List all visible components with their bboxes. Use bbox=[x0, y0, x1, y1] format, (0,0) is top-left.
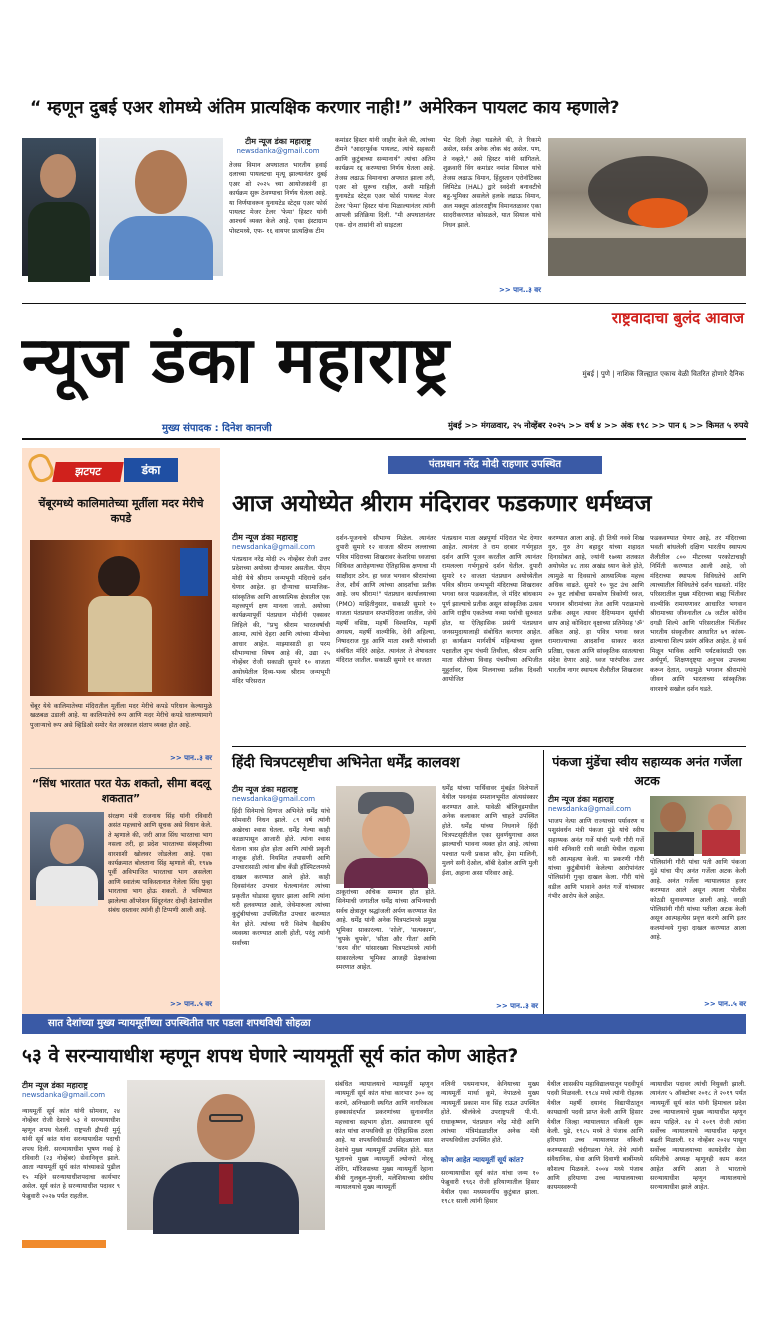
sidebar-story1-more[interactable]: >> पान..३ वर bbox=[170, 754, 212, 762]
sidebar-story2-title: “सिंध भारतात परत येऊ शकतो, सीमा बदलू शकतात” bbox=[31, 777, 211, 805]
kali-idol-photo bbox=[30, 540, 212, 696]
masthead-editor: मुख्य संपादक : दिनेश कानजी bbox=[162, 423, 272, 434]
masthead-cities: मुंबई | पुणे | नाशिक जिल्ह्यात एकाच वेळी वितरित होणारे दैनिक bbox=[582, 370, 744, 378]
pankaja-col-2 bbox=[650, 858, 746, 1016]
pankaja-col-1 bbox=[548, 794, 644, 1016]
pankaja-col-1-text: भाजप नेत्या आणि राज्याच्या पर्यावरण व पशुसंवर्धन मंत्री पंकजा मुंडे यांचे स्वीय सहाय्यक अनंत गर्जे यांची पत्नी गौरी गर्जे यांनी शनिवारी रात्री वरळी येथील राहत्या घरी आत्महत्या केली. या प्रकरणी गौरी यांच्या कुटुंबीयांनी केलेल्या आरोपांनंतर पोलिसांनी गुन्हा दाखल केला. गौरी यांचे वडील आणि भावाने अनंत गर्जे यांच्यावर गंभीर आरोप केले आहेत. bbox=[548, 818, 644, 901]
sidebar-divider bbox=[30, 768, 212, 769]
dharmendra-col-1 bbox=[232, 784, 330, 1016]
top-email: newsdanka@gmail.com bbox=[236, 147, 320, 155]
cji-col-1-text: न्यायमूर्ती सूर्य कांत यांनी सोमवार, २४ नोव्हेंबर रोजी देशाचे ५३ वे सरन्यायाधीश म्हणून शपथ घेतली. राष्ट्रपती द्रौपदी मुर्मू यांनी सूर्य कांत यांना सरन्यायाधीश पदाची शपथ दिली. सरन्यायाधीश भूषण गवई हे रविवारी (२३ नोव्हेंबर) सेवानिवृत्त झाले. आता न्यायमूर्ती सूर्य कांत यांच्याकडे पुढील १५ महिने सरन्यायाधीशपदाचा कार्यभार असेल. सूर्य कांत हे सरन्यायाधीश पदावर ९ फेब्रुवारी २०२७ पर्यंत राहतील. bbox=[22, 1108, 120, 1200]
pilot-photo-2 bbox=[99, 138, 223, 276]
sidebar bbox=[22, 448, 220, 1016]
cji-byline: टीम न्यूज डंका महाराष्ट्र bbox=[22, 1081, 88, 1090]
dharmendra-byline: टीम न्यूज डंका महाराष्ट्र bbox=[232, 785, 298, 794]
pankaja-more[interactable]: >> पान..५ वर bbox=[704, 1000, 746, 1008]
lead-divider bbox=[232, 746, 746, 747]
dharmendra-col-1-text: हिंदी सिनेमाचे दिग्गज अभिनेते धर्मेंद्र यांचे सोमवारी निधन झाले. ८९ वर्ष त्यांनी अखेरचा श्वास घेतला. धर्मेंद्र गेल्या काही काळापासून आजारी होते. त्यांना श्वास घेताना त्रास होत होता आणि त्यांची प्रकृती नाजूक होती. नियमित तपासणी आणि उपचारासाठी त्यांना ब्रीच कँडी हॉस्पिटलमध्ये दाखल करण्यात आले होते. काही दिवसांनंतर उपचार घेतल्यानंतर त्यांच्या प्रकृतीत थोडासा सुधार झाला आणि त्यांना घरी हलवण्यात आले, जेथेमारूला त्यांच्या कुटुंबीयांच्या उपस्थितीत उपचार करण्यात येत होते. त्यांच्या घरी विशेष वैद्यकीय व्यवस्था करण्यात आली होती, परंतु त्यांनी सर्वांच्या bbox=[232, 808, 330, 947]
cji-col-4-text: येथील शासकीय महाविद्यालयातून पदवीपूर्व पदवी मिळवली. १९८४ मध्ये त्यांनी रोहतक येथील महर्षी दयानंद विद्यापीठातून कायद्याची पदवी प्राप्त केली आणि हिसार येथील जिल्हा न्यायालयात वकिली सुरू केली. पुढे, १९८५ मध्ये ते पंजाब आणि हरियाणा उच्च न्यायालयात वकिली करण्यासाठी चंदीगडला गेले. तेथे त्यांनी संवैधानिक, सेवा आणि दिवाणी बाबींमध्ये कौशल्य मिळवले. २००४ मध्ये पंजाब आणि हरियाणा उच्च न्यायालयाच्या कायमस्वरूपी bbox=[547, 1081, 643, 1192]
vertical-divider bbox=[543, 750, 544, 1016]
masthead-title: न्यूज डंका महाराष्ट्र bbox=[22, 324, 450, 398]
sidebar-story2-more[interactable]: >> पान..५ वर bbox=[170, 1000, 212, 1008]
cji-col-1 bbox=[22, 1080, 120, 1252]
top-col-3 bbox=[443, 136, 541, 300]
lead-col-1-text: पंतप्रधान नरेंद्र मोदी २५ नोव्हेंबर रोजी उत्तर प्रदेशच्या अयोध्या दौऱ्यावर असतील. पीएम मोदी येथे श्रीराम जन्मभूमी मंदिराचे दर्शन घेणार आहेत. हा दौऱ्याचा सामाजिक-सांस्कृतिक आणि आध्यात्मिक क्षेत्रातील एक महत्त्वपूर्ण क्षण मानला जातो. अयोध्या कार्यक्रमापूर्वी पंतप्रधान मोदींनी एक्सवर लिहिले की, "प्रभु श्रीराम भारतवर्षाची आत्मा, त्यांचे देहरा आणि त्यांच्या मीम्येचा आधार आहेत. माझ्यासाठी हा परम सौभाग्याचा विषय आहे की, उद्या २५ नोव्हेंबर रोजी सकाळी सुमारे १० वाजता अयोध्येतील दिव्य-भव्य श्रीराम जन्मभूमी मंदिर परिसरात bbox=[232, 556, 330, 686]
lead-col-2-text: दर्शन-पूजनाचे सौभाग्य मिळेल. त्यानंतर दुपारी सुमारे १२ वाजता श्रीराम लल्लाच्या पवित्र मंदिराच्या शिखरावर केशरिया ध्वजाचा विधिवत आरोहणाच्या ऐतिहासिक क्षणाचा मी साक्षीदार ठरेन. हा ध्वज भगवान श्रीरामांच्या तेज, शौर्य आणि त्यांच्या आदर्शांचा प्रतीक आहे. जय श्रीराम!" पंतप्रधान कार्यालयाच्या (PMO) माहितीनुसार, सकाळी सुमारे १० वाजता पंतप्रधान सप्तमंदिराला जातील, जेथे महर्षी वसिष्ठ, महर्षी विश्वामित्र, महर्षी अगस्त्य, महर्षी वाल्मीकि, देवी अहिल्या, निषादराज गुह आणि माता शबरी यांच्याशी संबंधित मंदिरे आहेत. त्यानंतर ते शेषावतार मंदिरात जातील. सकाळी सुमारे ११ वाजता bbox=[336, 535, 436, 665]
cji-col-3 bbox=[441, 1080, 539, 1250]
badge-right: डंका bbox=[124, 458, 178, 482]
masthead-tagline: राष्ट्रवादाचा बुलंद आवाज bbox=[611, 309, 744, 327]
masthead bbox=[0, 306, 768, 436]
cji-col-3-text-b: सरन्यायाधीश सूर्य कांत यांचा जन्म १० फेब्रुवारी १९६२ रोजी हरियाणातील हिसार येथील एका मध्यमवर्गीय कुटुंबात झाला. १९८१ साली त्यांनी हिसार bbox=[441, 1170, 539, 1206]
top-headline: “ म्हणून दुबई एअर शोमध्ये अंतिम प्रात्यक्षिक करणार नाही!” अमेरिकन पायलट काय म्हणाले? bbox=[30, 98, 620, 118]
badge-left: झटपट bbox=[52, 462, 124, 482]
cji-col-3-subhead: कोण आहेत न्यायमूर्ती सूर्य कांत? bbox=[441, 1156, 524, 1164]
pankaja-headline: पंकजा मुंडेंचा स्वीय सहाय्यक अनंत गर्जेला अटक bbox=[552, 754, 742, 788]
top-byline: टीम न्यूज डंका महाराष्ट्र bbox=[245, 137, 311, 146]
dharmendra-col-3-text: धर्मेंद्र यांच्या पार्थिवावर मुंबईत विलेपार्ले येथील पवनहंस स्मशानभूमीत अंत्यसंस्कार करण्यात आले. यावेळी बॉलिवूडमधील अनेक कलाकार आणि चाहते उपस्थित होते. धर्मेंद्र यांच्या निधनाने हिंदी चित्रपटसृष्टीतील एका सुवर्णयुगाचा अस्त झाल्याची भावना व्यक्त होत आहे. त्यांच्या पश्चात पत्नी प्रकाश कौर, हेमा मालिनी, मुलगे सनी देओल, बॉबी देओल आणि मुली ईशा, अहाना असा परिवार आहे. bbox=[442, 785, 538, 877]
cji-col-2-text: संबंधित न्यायालयाचे न्यायमूर्ती म्हणून न्यायमूर्ती सूर्य कांत यांचा कारभार ३०० रद्द करणे, अनिच्छानी स्थगित आणि नागरिकत्व हक्कासंदर्भात प्रकरणांच्या सुनावणीत महत्त्वाचा सहभाग होता. असाधारण सूर्य कांत यांचा शपथविधी हा ऐतिहासिक ठरला आहे. या शपथविधीसाठी सोहळ्याला सात देशांचे मुख्य न्यायमूर्ती उपस्थित होते. यात भूतानचे मुख्य न्यायमूर्ती ल्योनपो नोरबू शेरिंग, मॉरिशसच्या मुख्य न्यायमूर्ती रेहाना बीबी गुलबुल-मुंगली, मलेशियाच्या संघीय न्यायालयाचे मुख्य न्यायमूर्ती bbox=[335, 1081, 433, 1192]
rajnath-photo bbox=[30, 812, 104, 900]
pilot-photo-1 bbox=[22, 138, 96, 276]
top-story bbox=[0, 0, 768, 300]
lead-col-4-text: करण्यात आला आहे. ही तिथी नववे शिख गुरु, गुरु तेग बहादुर यांच्या शहादत दिनासोबत आहे, ज्यांनी १७व्या शतकात अयोध्येत ४८ तास अखंड ध्यान केले होते, त्यामुळे या दिवसाचे आध्यात्मिक महत्त्व अधिक वाढते. सुमारे १० फूट उंच आणि २० फूट लांबीचा समकोण त्रिकोणी ध्वज, भगवान श्रीरामांच्या तेज आणि पराक्रमाचे प्रतीक असून त्यावर दैदिप्यमान सूर्याची छाप आहे कोविदार वृक्षाच्या प्रतिमेसह 'ॐ' अंकित आहे. हा पवित्र भगवा ध्वज रामराज्याच्या आदर्शांना साकार करत प्रतिष्ठा, एकता आणि सांस्कृतिक सातत्याचा संदेश देणार आहे. ध्वज पारंपरिक उत्तर भारतीय नागर स्थापत्य शैलीतील शिखरावर bbox=[548, 535, 644, 674]
lead-col-3-text: पंतप्रधान माता अन्नपूर्णा मंदिरात भेट देणार आहेत. त्यानंतर ते राम दरबार गर्भगृहात दर्शन आणि पूजन करतील आणि त्यानंतर रामलल्ला गर्भगृहाचे दर्शन घेतील. दुपारी सुमारे १२ वाजता पंतप्रधान अयोध्येतील पवित्र श्रीराम जन्मभूमी मंदिराच्या शिखरावर भगवा ध्वज फडकवतील, जे मंदिर बांधकाम पूर्ण झाल्याचे प्रतीक असून सांस्कृतिक उत्सव आणि राष्ट्रीय एकतेच्या नव्या पर्वाची सुरुवात होत, या ऐतिहासिक प्रसंगी पंतप्रधान जनसमुदायालाही संबोधित करणार आहेत. हा कार्यक्रम मार्गशीर्ष महिन्याच्या शुक्ल पक्षातील शुभ पंचमी तिथीला, श्रीराम आणि माता सीतेच्या विवाह पंचमीच्या अभिजीत मुहूर्तावर, दिव्य मिलनाच्या प्रतीक दिवशी आयोजित bbox=[442, 535, 542, 684]
pankaja-photo bbox=[650, 796, 746, 854]
top-col-1 bbox=[229, 136, 327, 286]
dharmendra-photo bbox=[336, 786, 436, 884]
top-col-1-text: तेजस विमान अपघातात भारतीय हवाई दलाच्या पायलटचा मृत्यू झाल्यानंतर दुबई एअर शो २०२५ च्या आयोजकांनी हा कार्यक्रम सुरू ठेवण्याचा निर्णय घेतला आहे. या निर्णयावरून युनायटेड स्टेट्स एअर फोर्स पायलट मेजर टेलर 'फेमा' हिस्टर यांनी आश्चर्य व्यक्त केले आहे. एका इंस्टाग्राम पोस्टमध्ये, एफ- १६ वायपर प्रात्यक्षिक टीम bbox=[229, 162, 327, 235]
sidebar-badge bbox=[28, 454, 178, 484]
dharmendra-col-3 bbox=[442, 784, 538, 1016]
dharmendra-more[interactable]: >> पान..३ वर bbox=[496, 1002, 538, 1010]
lead-byline: टीम न्यूज डंका महाराष्ट्र bbox=[232, 533, 298, 542]
masthead-divider bbox=[22, 438, 746, 440]
pankaja-col-2-text: पोलिसांनी गौरी यांचा पती आणि पंकजा मुंडे यांचा पीए अनंत गर्जेला अटक केली आहे. अनंत गर्जेला न्यायालयात हजर करण्यात आले असून त्याला पोलीस कोठडी सुनावण्यात आली आहे. वरळी पोलिसांनी गौरी यांच्या पतीला अटक केली असून आत्महत्येस प्रवृत्त करणे आणि इतर कलमांन्वये गुन्हा दाखल करण्यात आला आहे. bbox=[650, 859, 746, 942]
lead-email: newsdanka@gmail.com bbox=[232, 543, 316, 551]
cji-headline: ५३ वे सरन्यायाधीश म्हणून शपथ घेणारे न्यायमूर्ती सूर्य कांत कोण आहेत? bbox=[22, 1045, 519, 1067]
lead-headline: आज अयोध्येत श्रीराम मंदिरावर फडकणार धर्मध्वज bbox=[232, 491, 652, 517]
top-col-2-text: कमांडर हिस्टर यांनी जाहीर केले की, त्यांच्या टीमने "आदरपूर्वक पायलट, त्यांचे सहकारी आणि कुटुंबाच्या सन्मानार्थ" त्यांचा अंतिम कार्यक्रम रद्द करण्याचा निर्णय घेतला आहे. तेजस लढाऊ विमानाचा अपघात झाला तरी, एअर शो सुरूच राहील, अशी माहिती युनायटेड स्टेट्स एअर फोर्स पायलट मेजर टेलर 'फेमा' हिस्टर यांना मिळाल्यानंतर त्यांनी आपली प्रतिक्रिया दिली. "मी अपघातानंतर एक- दोन तासांनी शो साइटला bbox=[335, 137, 435, 229]
sidebar-story1-body: चेंबूर येथे कालिमातेच्या मंदिरातील मूर्तीला मदर मेरीचे कपडे परिधान केल्यामुळे खळबळ उडाली आहे. या कालिमातेचे रूप आणि मदर मेरीचे कपडे घालण्यामागे पुजाऱ्याचे रूप असे व्हिडिओ समोर येत त्वरकाल संताप व्यक्त होत आहे. bbox=[30, 703, 212, 729]
crash-photo bbox=[548, 138, 746, 276]
sidebar-story1-title: चेंबूरमध्ये कालिमातेच्या मूर्तीला मदर मेरीचे कपडे bbox=[38, 497, 204, 525]
pankaja-email: newsdanka@gmail.com bbox=[548, 805, 632, 813]
cji-email: newsdanka@gmail.com bbox=[22, 1091, 106, 1099]
cji-kicker: सात देशांच्या मुख्य न्यायमूर्तींच्या उपस्थितीत पार पडला शपथविधी सोहळा bbox=[22, 1014, 746, 1034]
dharmendra-headline: हिंदी चित्रपटसृष्टीचा अभिनेता धर्मेंद्र कालवश bbox=[232, 755, 460, 771]
dharmendra-col-2-text: ठाकूरांच्या अचिक सम्मान होत होते. सिनेमाची जगातील धर्मेंद्र यांच्या अभिनयाची सर्वच क्षेत्रातून श्रद्धांजली अर्पण करण्यात येत आहे. धर्मेंद्र यांनी अनेक चित्रपटांमध्ये प्रमुख भूमिका साकारल्या. 'शोले', 'सत्यकाम', 'चुपके चुपके', 'सीता और गीता' आणि 'धरम वीर' यांसारख्या चित्रपटांमध्ये त्यांनी साकारलेल्या भूमिका आजही प्रेक्षकांच्या स्मरणात आहेत. bbox=[336, 889, 436, 972]
lead-col-5-text: फडकवण्यात येणार आहे, तर मंदिराच्या भवती बांधलेली दक्षिण भारतीय स्थापत्य शैलीतील ८०० मीटरच्या परकोटाचाही निर्मिती करण्यात आली आहे, जो मंदिराच्या स्थापत्य विविधतेचे आणि त्याच्यातील विविधतेचे दर्शन घडवतो. मंदिर परिसरातील मुख्य मंदिराच्या बाह्य भिंतीवर वाल्मीकि रामायणावर आधारित भगवान श्रीरामाच्या जीवनातील ८७ जटील कोरीव दगडी शिल्पे आणि परिसरातील भिंतींवर भारतीय संस्कृतीवर आधारित ७९ कांस्य-ढाल्याचा शिल्प प्रसंग अंकित आहेत. हे सर्व मिळून भाविक आणि पर्यटकांसाठी एक अर्थपूर्ण, शिक्षणदृष्ट्या अनुभव उपलब्ध करून देतात, ज्यामुळे भगवान श्रीरामांचे जीवन आणि भारताच्या सांस्कृतिक वारशाचे सखोल दर्शन घडते. bbox=[650, 535, 746, 693]
pankaja-byline: टीम न्यूज डंका महाराष्ट्र bbox=[548, 795, 614, 804]
cji-col-5-text: न्यायाधीश पदावर त्यांची नियुक्ती झाली. त्यानंतर ५ ऑक्टोबर २०१८ ते २०१९ पर्यंत न्यायमूर्ती सूर्य कांत यांनी हिमाचल प्रदेश उच्च न्यायालयाचे मुख्य न्यायाधीश म्हणून काम पाहिले. २४ मे २०१९ रोजी त्यांना सर्वोच्च न्यायालयाचे न्यायाधीश म्हणून बढती मिळाली. १२ नोव्हेंबर २०२४ पासून सर्वोच्च न्यायालयाच्या कायदेशीर सेवा समितीचे अध्यक्ष म्हणूनही काम करत आहेत आणि आता ते भारताचे सरन्यायाधीश म्हणून न्यायालयाचे सरन्यायाधीश झाले आहेत. bbox=[650, 1081, 746, 1192]
surya-kant-photo bbox=[127, 1080, 325, 1230]
top-more-link[interactable]: >> पान..३ वर bbox=[499, 286, 541, 294]
cji-col-3-text: नलिनी पथमनाभन, केनियाच्या मुख्य न्यायमूर्ती मार्था कूमे, नेपाळचे मुख्य न्यायमूर्ती प्रकाश मान सिंह राऊत उपस्थित होते. श्रीलंकेचे उपराष्ट्रपती पी.पी. राधाकृष्णन, पंतप्रधान नरेंद्र मोदी आणि त्यांच्या मंत्रिमंडळातील अनेक मंत्री शपथविधीला उपस्थित होते. bbox=[441, 1081, 539, 1145]
lead-kicker: पंतप्रधान नरेंद्र मोदी राहणार उपस्थित bbox=[388, 456, 602, 474]
lead-col-1 bbox=[232, 532, 330, 742]
top-col-3-text: भेट दिली तेव्हा घडलेले की, ते रिकामे असेल, सर्वत्र अनेक लोक बंद असेल. पण, ते नव्हते," असे हिस्टर यांनी सांगितले. शुक्रवारी विंग कमांडर नमांश सियाल यांचे तेजस लढाऊ विमान, हिंदुस्तान एरोनॉटिक्स लिमिटेड (HAL) द्वारे स्वदेशी बनावटीचे बहु-भूमिका असलेले हलके लढाऊ विमान, अल मक्तूम आंतरराष्ट्रीय विमानतळावर एका सादरीकरणात कोसळले, यात सियाल यांचे निधन झाले. bbox=[443, 137, 541, 229]
masthead-dateline: मुंबई >> मंगळवार, २५ नोव्हेंबर २०२५ >> वर्ष ४ >> अंक १९८ >> पान ६ >> किमत ५ रुपये bbox=[448, 420, 749, 430]
dharmendra-email: newsdanka@gmail.com bbox=[232, 795, 316, 803]
sidebar-story2-body: संरक्षण मंत्री राजनाथ सिंह यांनी रविवारी असंत महत्त्वाचे आणि सूचक असे विधान केले. ते म्हणाले की, जरी आज सिंध भारताचा भाग नसला तरी, हा प्रदेश भारताच्या संस्कृतीच्या वारशाशी खोलवर जोडलेला आहे. एका कार्यक्रमात बोलताना सिंह म्हणाले की, १९४७ पूर्वी अविभाजित भारताचा भाग असलेला आणि स्वातंत्र्य पाकिस्तानात गेलेला सिंध पुन्हा भारताचा भाग होऊ शकतो. ते भविष्यात झालेल्या ऑपरेशन सिंदूरनंतर दोन्ही देशांमधील संबंध दस्तावर त्यांनी ही टिप्पणी आली आहे. bbox=[108, 813, 212, 915]
footer-accent-bar bbox=[22, 1240, 106, 1248]
top-divider bbox=[22, 303, 746, 304]
sidebar-story2-body-cont bbox=[30, 903, 212, 953]
